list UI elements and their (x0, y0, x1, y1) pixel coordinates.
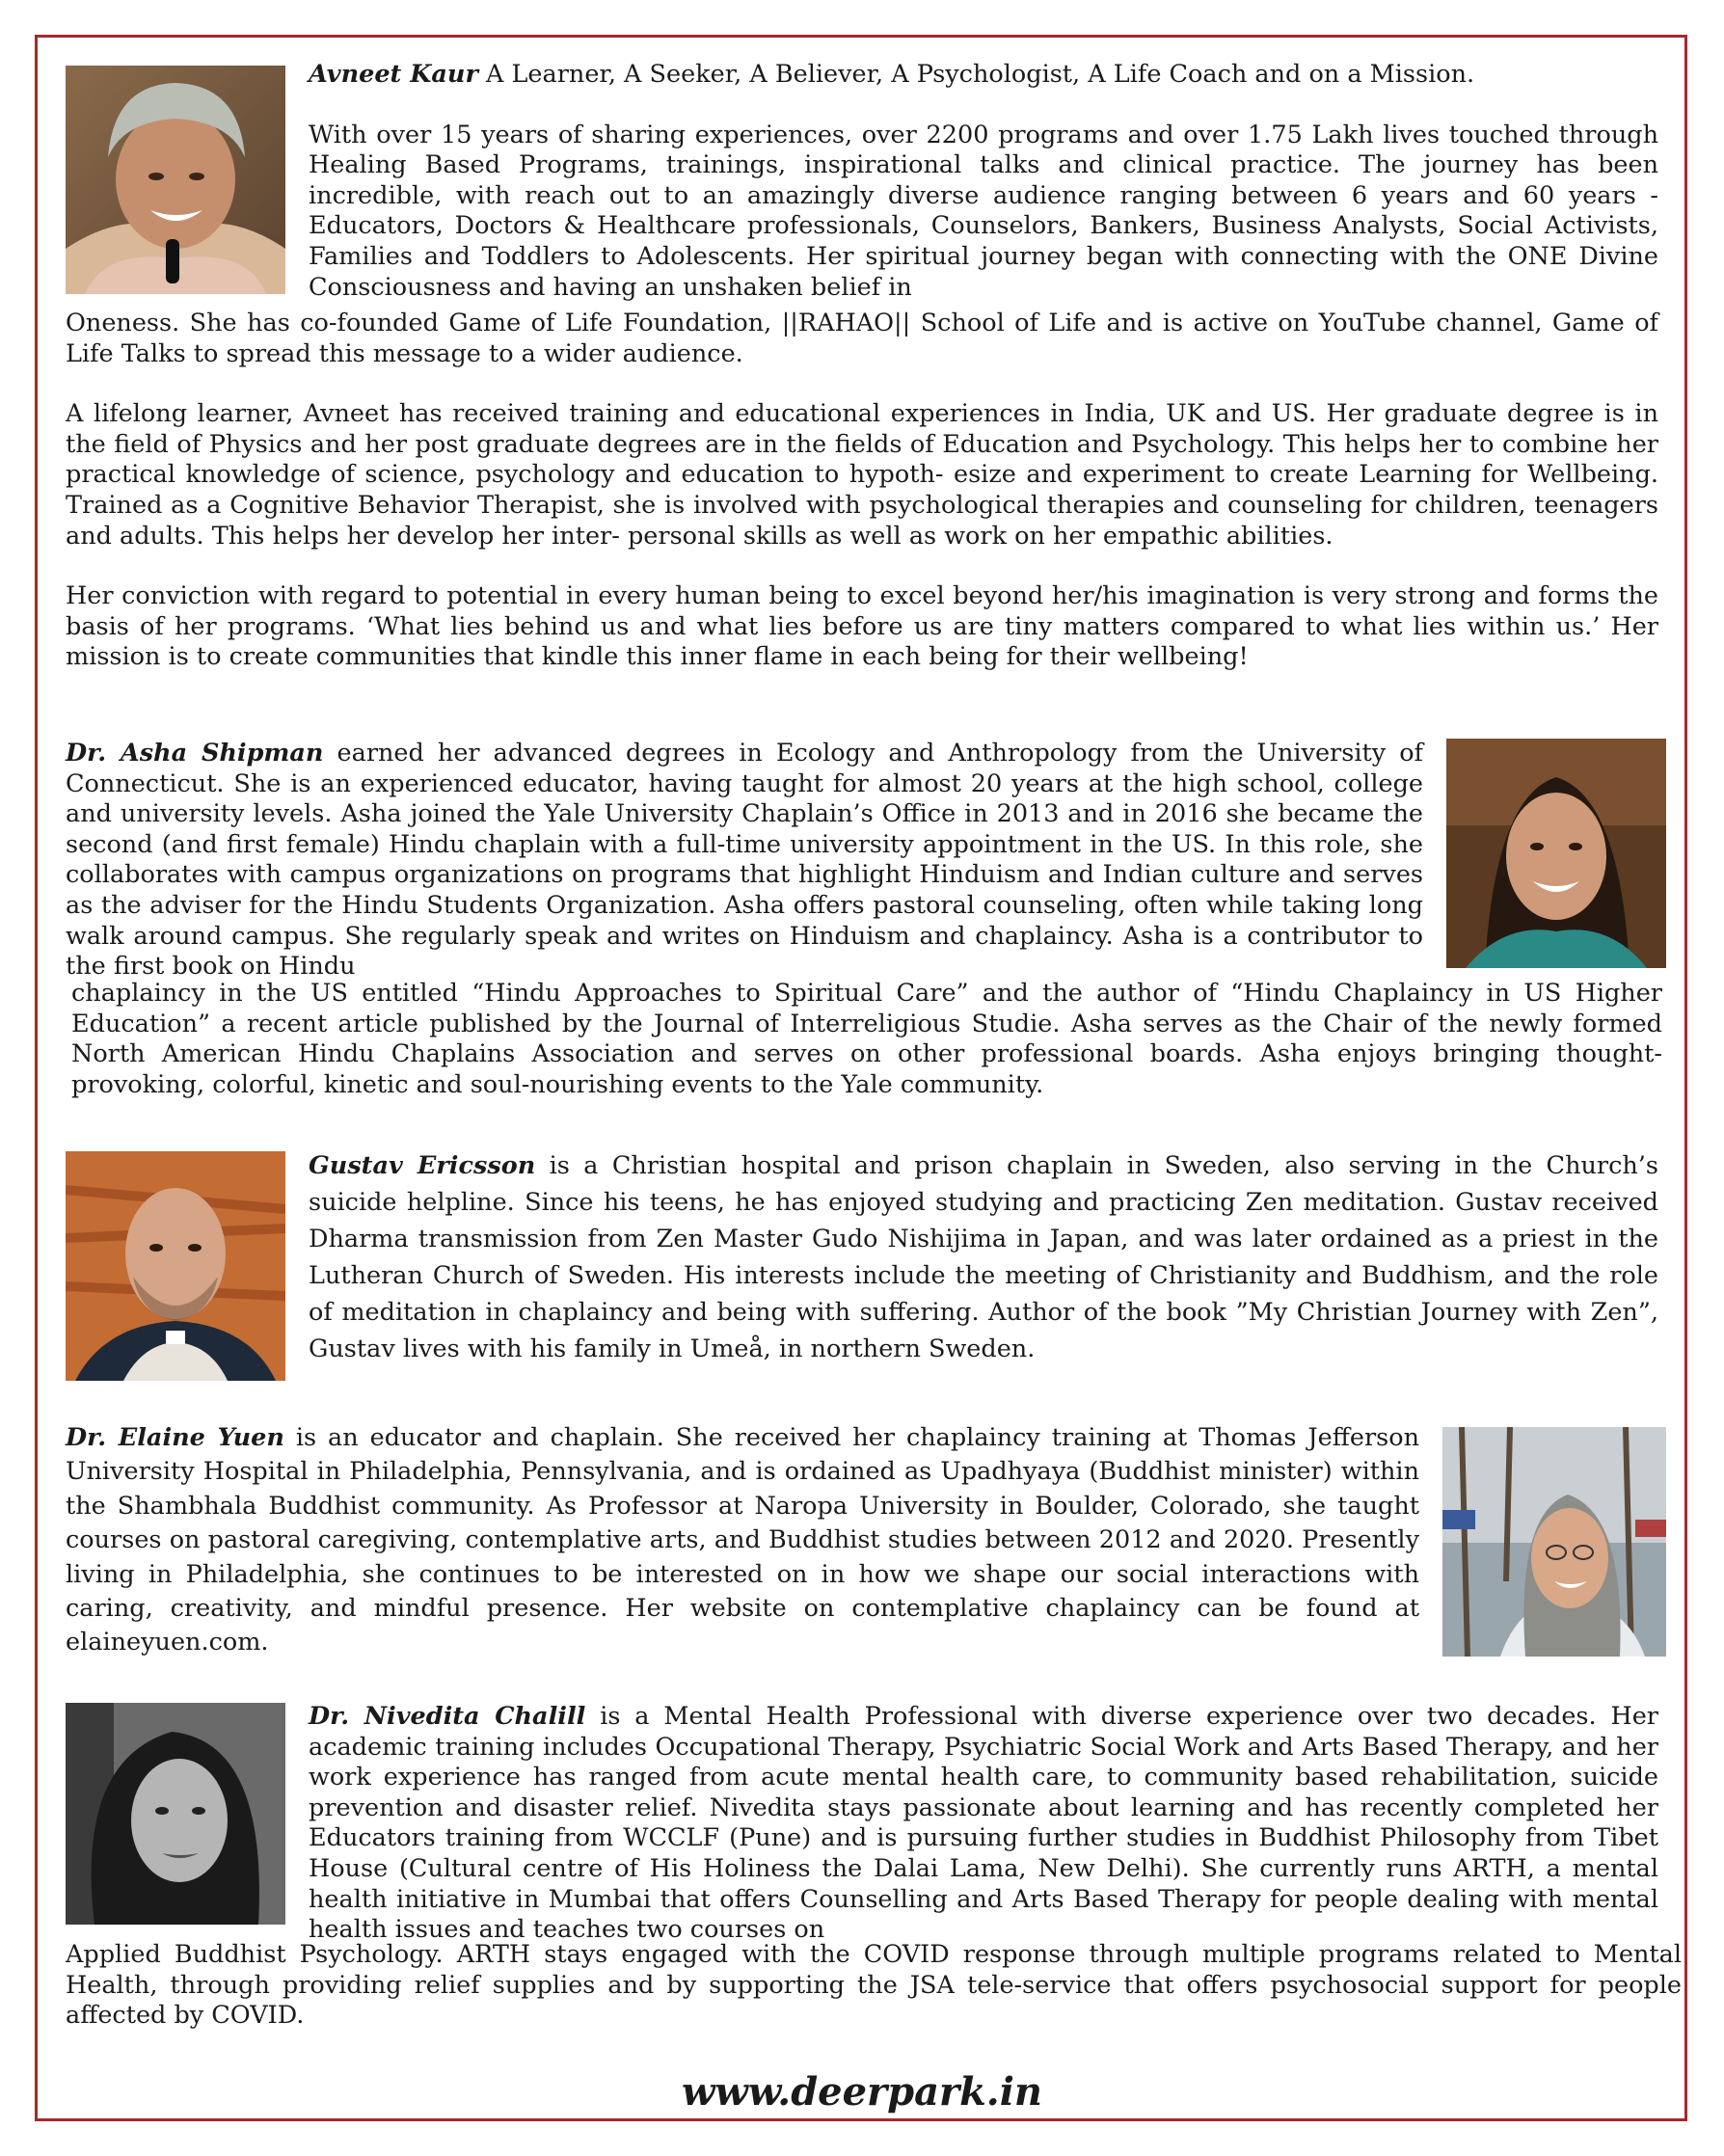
avneet-kaur-paragraph-2: A lifelong learner, Avneet has received training and educational experiences in India, UK and US. Her graduate degree is in the field of Physics and her post graduate degrees are in the fields of Education and Psychology. This helps her to combine her practical knowledge of science, psychology and education to hypoth- esize and experiment to create Learning for Wellbeing. Trained as a Cognitive Behavior Therapist, she is involved with psychological therapies and counseling for children, teenagers and adults. This helps her develop her inter- personal skills as well as work on her empathic abilities. (66, 399, 1658, 551)
avneet-kaur-bio-body (66, 309, 1658, 673)
asha-shipman-bio-top (66, 739, 1423, 983)
gustav-ericsson-bio (309, 1147, 1658, 1367)
avneet-kaur-paragraph-1a: With over 15 years of sharing experiences, over 2200 programs and over 1.75 Lakh lives touched through Healing Based Programs, trainings, inspirational talks and clinical practice. The journey has been incredible, with reach out to an amazingly diverse audience ranging between 6 years and 60 years - Educators, Doctors & Healthcare professionals, Counselors, Bankers, Business Analysts, Social Activists, Families and Toddlers to Adolescents. Her spiritual journey began with connecting with the ONE Divine Consciousness and having an unshaken belief in (309, 120, 1658, 302)
avneet-kaur-paragraph-1b: Oneness. She has co-founded Game of Life Foundation, ||RAHAO|| School of Life and is active on YouTube channel, Game of Life Talks to spread this message to a wider audience. (66, 309, 1658, 368)
gustav-ericsson-photo (66, 1151, 285, 1381)
asha-shipman-name: Dr. Asha Shipman (66, 739, 324, 768)
asha-shipman-photo (1446, 739, 1666, 968)
avneet-kaur-paragraph-3: Her conviction with regard to potential in every human being to excel beyond her/his imagination is very strong and forms the basis of her programs. ‘What lies behind us and what lies before us are tiny matters compared to what lies within us.’ Her mission is to create communities that kindle this inner flame in each being for their wellbeing! (66, 581, 1658, 672)
asha-shipman-text-b: chaplaincy in the US entitled “Hindu Approaches to Spiritual Care” and the author of “Hindu Chaplaincy in US Higher Education” a recent article published by the Journal of Interreligious Studie. Asha serves as the Chair of the newly formed North American Hindu Chaplains Association and serves on other professional boards. Asha enjoys bringing thought-provoking, colorful, kinetic and soul-nourishing events to the Yale community. (71, 979, 1662, 1099)
avneet-kaur-photo (66, 66, 285, 294)
elaine-yuen-name: Dr. Elaine Yuen (66, 1423, 284, 1452)
website-link[interactable]: www.deerpark.in (681, 2069, 1043, 2115)
nivedita-chalill-bio-top (309, 1702, 1658, 1946)
elaine-yuen-photo (1442, 1427, 1666, 1657)
asha-shipman-text-a: earned her advanced degrees in Ecology and Anthropology from the University of Connecticut. She is an experienced educator, having taught for almost 20 years at the high school, college and university levels. Asha joined the Yale University Chaplain’s Office in 2013 and in 2016 she became the second (and first female) Hindu chaplain with a full-time university appointment in the US. In this role, she collaborates with campus organizations on programs that highlight Hinduism and Indian culture and serves as the adviser for the Hindu Students Organization. Asha offers pastoral counseling, often while taking long walk around campus. She regularly speak and writes on Hinduism and chaplaincy. Asha is a contributor to the first book on Hindu (66, 739, 1423, 982)
nivedita-chalill-photo (66, 1703, 285, 1925)
gustav-ericsson-text: is a Christian hospital and prison chaplain in Sweden, also serving in the Church’s suicide helpline. Since his teens, he has enjoyed studying and practicing Zen meditation. Gustav received Dharma transmission from Zen Master Gudo Nishijima in Japan, and was later ordained as a priest in the Lutheran Church of Sweden. His interests include the meeting of Christianity and Buddhism, and the role of meditation in chaplaincy and being with suffering. Author of the book ”My Christian Journey with Zen”, Gustav lives with his family in Umeå, in northern Sweden. (309, 1151, 1659, 1363)
nivedita-chalill-name: Dr. Nivedita Chalill (309, 1702, 586, 1731)
nivedita-chalill-text-b: Applied Buddhist Psychology. ARTH stays engaged with the COVID response through multiple programs related to Mental Health, through providing relief supplies and by supporting the JSA tele-service that offers psychosocial support for people affected by COVID. (66, 1940, 1682, 2031)
avneet-kaur-intro: A Learner, A Seeker, A Believer, A Psychologist, A Life Coach and on a Mission. (477, 60, 1475, 89)
avneet-kaur-name: Avneet Kaur (309, 60, 478, 89)
nivedita-chalill-bio-bottom (66, 1940, 1682, 2032)
nivedita-chalill-text-a: is a Mental Health Professional with diverse experience over two decades. Her academic training includes Occupational Therapy, Psychiatric Social Work and Arts Based Therapy, and her work experience has ranged from acute mental health care, to community based rehabilitation, suicide prevention and disaster relief. Nivedita stays passionate about learning and has recently completed her Educators training from WCCLF (Pune) and is pursuing further studies in Buddhist Philosophy from Tibet House (Cultural centre of His Holiness the Dalai Lama, New Delhi). She currently runs ARTH, a mental health initiative in Mumbai that offers Counselling and Arts Based Therapy for people dealing with mental health issues and teaches two courses on (309, 1702, 1659, 1945)
avneet-kaur-bio-intro (309, 60, 1658, 303)
elaine-yuen-bio (66, 1421, 1419, 1660)
elaine-yuen-text: is an educator and chaplain. She received her chaplaincy training at Thomas Jefferson University Hospital in Philadelphia, Pennsylvania, and is ordained as Upadhyaya (Buddhist minister) within the Shambhala Buddhist community. As Professor at Naropa University in Boulder, Colorado, she taught courses on pastoral caregiving, contemplative arts, and Buddhist studies between 2012 and 2020. Presently living in Philadelphia, she continues to be interested on in how we shape our social interactions with caring, creativity, and mindful presence. Her website on contemplative chaplaincy can be found at elaineyuen.com. (66, 1423, 1419, 1657)
gustav-ericsson-name: Gustav Ericsson (309, 1151, 536, 1180)
asha-shipman-bio-bottom (71, 979, 1662, 1100)
